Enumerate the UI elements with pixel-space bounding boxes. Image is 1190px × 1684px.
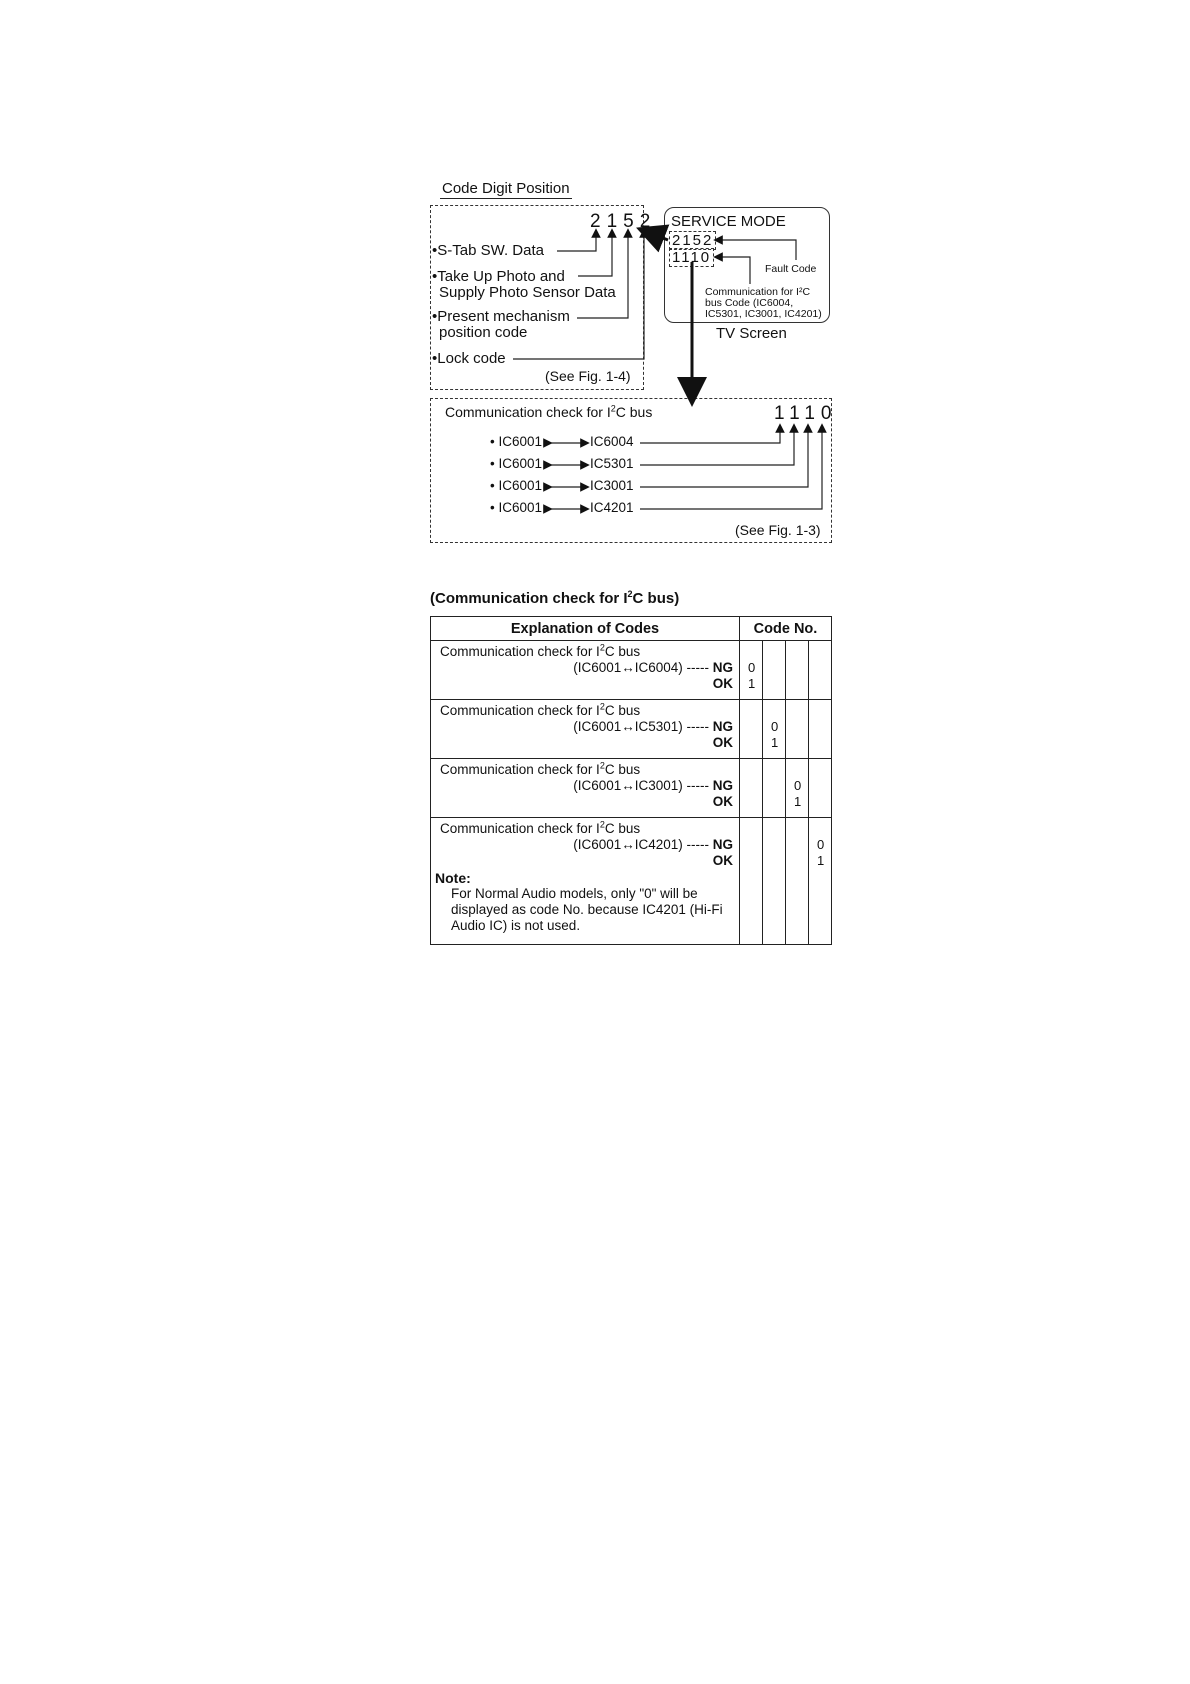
row3-ok: OK	[712, 794, 733, 809]
row2-code-ok: 1	[771, 735, 779, 750]
comm-check-title: Communication check for $I^2C$ bus	[445, 403, 653, 420]
row3-ic-pair: (IC6001↔IC3001) ----- NG	[573, 778, 733, 793]
row2-ic-pair: (IC6001↔IC5301) ----- NG	[573, 719, 733, 734]
row4-desc: Communication check for $I^2C$ bus	[440, 819, 641, 836]
item-lock-code: •Lock code	[432, 350, 506, 367]
table-row	[431, 818, 832, 945]
row1-code-ng: 0	[748, 660, 756, 675]
note-heading: Note:	[435, 870, 471, 886]
comm-digits-1110: 1110	[774, 403, 838, 424]
row3-code-ng: 0	[794, 778, 802, 793]
service-mode-title: SERVICE MODE	[671, 213, 786, 230]
tv-screen-caption: TV Screen	[716, 325, 787, 342]
row1-ok: OK	[712, 676, 733, 691]
ic-from-2: • IC6001	[490, 456, 543, 471]
item-supply-photo: Supply Photo Sensor Data	[439, 284, 616, 301]
row1-code-ok: 1	[748, 676, 756, 691]
row4-code-ng: 0	[817, 837, 825, 852]
row3-code-ok: 1	[794, 794, 802, 809]
row2-desc: Communication check for $I^2C$ bus	[440, 701, 641, 718]
table-header-row	[431, 617, 832, 641]
ic-from-3: • IC6001	[490, 478, 543, 493]
tv-code-2152: 2152	[669, 231, 716, 250]
ic-to-4: IC4201	[590, 500, 634, 515]
item-position-code: position code	[439, 324, 528, 341]
code-table	[430, 616, 832, 945]
row4-ok: OK	[712, 853, 733, 868]
ic-from-4: • IC6001	[490, 500, 543, 515]
table-row	[431, 700, 832, 759]
ic-from-1: • IC6001	[490, 434, 543, 449]
item-present-mechanism: •Present mechanism	[432, 308, 570, 325]
table-heading: (Communication check for $I^2C$ bus)	[430, 589, 680, 607]
ic-to-3: IC3001	[590, 478, 634, 493]
row1-ic-pair: (IC6001↔IC6004) ----- NG	[573, 660, 733, 675]
note-text: For Normal Audio models, only "0" will be displayed as code No. because IC4201 (Hi-Fi Audio IC) is not used.	[451, 886, 723, 933]
tv-code-1110: 1110	[669, 248, 714, 267]
see-fig-1-4: (See Fig. 1-4)	[545, 368, 631, 384]
item-takeup-photo: •Take Up Photo and	[432, 268, 565, 285]
row4-ic-pair: (IC6001↔IC4201) ----- NG	[573, 837, 733, 852]
comm-code-label-1: Communication for I²C	[705, 286, 811, 298]
row2-code-ng: 0	[771, 719, 779, 734]
row2-ok: OK	[712, 735, 733, 750]
comm-code-label-3: IC5301, IC3001, IC4201)	[705, 308, 822, 320]
code-digit-position-label: Code Digit Position	[442, 180, 570, 197]
fault-code-label: Fault Code	[765, 263, 817, 275]
col-explanation: Explanation of Codes	[431, 617, 740, 641]
see-fig-1-3: (See Fig. 1-3)	[735, 522, 821, 538]
ic-to-2: IC5301	[590, 456, 634, 471]
item-stab-sw: •S-Tab SW. Data	[432, 242, 544, 259]
comm-code-label-2: bus Code (IC6004,	[705, 297, 794, 309]
ic-to-1: IC6004	[590, 434, 634, 449]
row3-desc: Communication check for $I^2C$ bus	[440, 760, 641, 777]
table-row	[431, 759, 832, 818]
col-code-no: Code No.	[740, 617, 832, 641]
row4-code-ok: 1	[817, 853, 825, 868]
row1-desc: Communication check for $I^2C$ bus	[440, 642, 641, 659]
code-digits-2152: 2152	[590, 211, 657, 232]
table-row	[431, 641, 832, 700]
